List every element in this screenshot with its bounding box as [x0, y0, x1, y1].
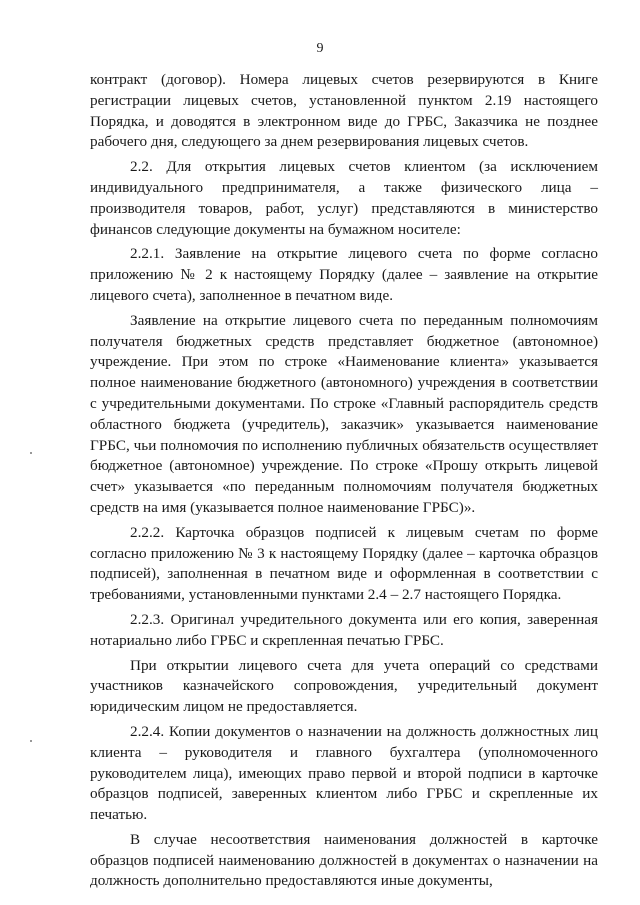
- paragraph-2-2-1: 2.2.1. Заявление на открытие лицевого счета по форме согласно приложению № 2 к настоящему Порядку (далее – заявление на открытие лицевого счета), заполненное в печатном виде.: [90, 245, 598, 304]
- scan-speck: [30, 452, 32, 454]
- paragraph-continuation: контракт (договор). Номера лицевых счетов резервируются в Книге регистрации лицевых счетов, установленной пунктом 2.19 настоящего Порядка, и доводятся в электронном виде до ГРБС, Заказчика не позднее рабочего дня, следующего за днем резервирования лицевых счетов.: [90, 71, 598, 151]
- paragraph-2-2-4: 2.2.4. Копии документов о назначении на должность должностных лиц клиента – руководителя и главного бухгалтера (уполномоченного руководителем лица), имеющих право первой и второй подписи в карточке образцов подписей, заверенных клиентом либо ГРБС и скрепленные их печатью.: [90, 722, 598, 824]
- paragraph-2-2-2: 2.2.2. Карточка образцов подписей к лицевым счетам по форме согласно приложению № 3 к настоящему Порядку (далее – карточка образцов подписей), заполненная в печатном виде и оформленная в соответствии с требованиями, установленными пунктами 2.4 – 2.7 настоящего Порядка.: [90, 523, 598, 604]
- paragraph-2-2: 2.2. Для открытия лицевых счетов клиентом (за исключением индивидуального предпринимателя, а также физического лица – производителя товаров, работ, услуг) представляются в министерство финансов следующие документы на бумажном носителе:: [90, 158, 598, 238]
- paragraph-treasury-support-note: При открытии лицевого счета для учета операций со средствами участников казначейского сопровождения, учредительный документ юридическим лицом не предоставляется.: [90, 656, 598, 716]
- paragraph-position-mismatch: В случае несоответствия наименования должностей в карточке образцов подписей наименованию должностей в документах о назначении на должность дополнительно предоставляются иные документы,: [90, 830, 598, 890]
- scan-speck: [30, 740, 32, 742]
- paragraph-application-details: Заявление на открытие лицевого счета по переданным полномочиям получателя бюджетных средств представляет бюджетное (автономное) учреждение. При этом по строке «Наименование клиента» указывается полное наименование бюджетного (автономного) учреждения в соответствии с учредительными документами. По строке «Главный распорядитель средств областного бюджета (учредитель), заказчик» указывается наименование ГРБС, чьи полномочия по исполнению публичных обязательств осуществляет бюджетное (автономное) учреждение. По строке «Прошу открыть лицевой счет» указывается «по переданным полномочиям получателя бюджетных средств на имя (указывается полное наименование ГРБС)».: [90, 311, 598, 516]
- page-number: 9: [316, 41, 324, 56]
- document-body: [90, 70, 598, 896]
- paragraph-2-2-3: 2.2.3. Оригинал учредительного документа или его копия, заверенная нотариально либо ГРБС и скрепленная печатью ГРБС.: [90, 610, 598, 649]
